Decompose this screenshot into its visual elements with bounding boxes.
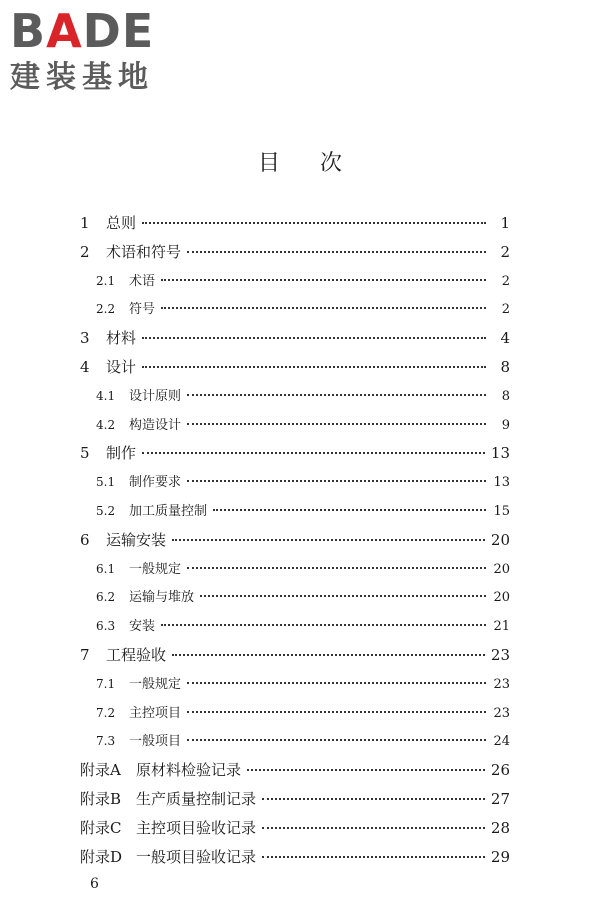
toc-entry-label: 设计原则 (129, 388, 182, 404)
toc-entry[interactable] (80, 615, 510, 644)
toc-dot-leader (161, 279, 486, 281)
toc-dot-leader (187, 251, 486, 253)
toc-entry-page: 26 (490, 761, 510, 780)
toc-entry-page: 20 (493, 590, 510, 606)
toc-dot-leader (172, 654, 485, 656)
toc-entry-page: 8 (500, 357, 510, 376)
toc-entry[interactable] (80, 241, 510, 270)
toc-entry-number: 附录B (80, 789, 122, 808)
toc-entry-number: 7.1 (96, 676, 116, 691)
toc-entry-page: 28 (490, 818, 510, 837)
toc-entry[interactable] (80, 817, 510, 846)
toc-dot-leader (187, 711, 486, 713)
toc-entry-number: 1 (80, 214, 90, 232)
toc-dot-leader (200, 595, 486, 597)
toc-entry[interactable] (80, 788, 510, 817)
toc-entry-page: 23 (493, 705, 510, 721)
toc-entry-label: 生产质量控制记录 (136, 789, 257, 808)
toc-entry[interactable] (80, 414, 510, 443)
toc-entry-number: 6.1 (96, 561, 116, 576)
toc-entry-page: 20 (490, 530, 510, 549)
toc-entry-page: 20 (493, 561, 510, 577)
toc-entry[interactable] (80, 846, 510, 875)
toc-entry-number: 3 (80, 329, 90, 348)
toc-entry-page: 4 (500, 329, 510, 348)
toc-entry-page: 23 (493, 676, 510, 692)
toc-entry-label: 术语和符号 (106, 242, 182, 261)
toc-entry[interactable] (80, 270, 510, 299)
toc-entry[interactable] (80, 730, 510, 759)
toc-entry-number: 2.1 (96, 273, 116, 288)
toc-entry-page: 13 (490, 444, 510, 463)
toc-dot-leader (142, 222, 486, 224)
toc-entry-label: 总则 (106, 214, 137, 232)
toc-entry-page: 29 (490, 847, 510, 866)
toc-dot-leader (187, 567, 486, 569)
toc-dot-leader (187, 394, 486, 396)
toc-dot-leader (262, 856, 485, 858)
toc-entry[interactable] (80, 442, 510, 471)
table-of-contents (80, 212, 510, 874)
logo-letters-de: DE (82, 4, 155, 58)
logo-wordmark (10, 6, 180, 56)
toc-entry-page: 24 (493, 734, 510, 750)
toc-entry-label: 一般规定 (129, 561, 182, 577)
toc-entry-label: 符号 (129, 302, 156, 318)
toc-entry-page: 9 (501, 417, 510, 433)
toc-entry-label: 主控项目验收记录 (136, 818, 257, 837)
page-title: 目次 (257, 151, 382, 176)
toc-entry-label: 一般项目 (129, 734, 182, 750)
toc-entry-label: 材料 (106, 329, 137, 348)
toc-entry-page: 13 (493, 475, 510, 491)
toc-entry-label: 制作 (106, 444, 137, 463)
toc-entry-label: 制作要求 (129, 475, 182, 491)
toc-entry-label: 原材料检验记录 (136, 761, 242, 780)
toc-dot-leader (142, 366, 486, 368)
toc-entry-number: 2 (80, 242, 90, 261)
toc-entry[interactable] (80, 644, 510, 673)
toc-entry-page: 8 (501, 388, 510, 404)
toc-dot-leader (187, 423, 486, 425)
toc-entry-page: 2 (501, 273, 510, 289)
toc-dot-leader (161, 624, 486, 626)
toc-entry-number: 7.3 (96, 734, 116, 749)
toc-entry-page: 15 (493, 503, 510, 519)
logo-letter-b: B (10, 4, 47, 58)
toc-entry-label: 主控项目 (129, 705, 182, 721)
toc-entry-number: 2.2 (96, 302, 116, 317)
toc-entry-label: 工程验收 (106, 645, 167, 664)
toc-entry-label: 一般规定 (129, 676, 182, 692)
toc-entry[interactable] (80, 500, 510, 529)
toc-dot-leader (142, 337, 486, 339)
logo-subtitle: 建装基地 (10, 60, 154, 95)
toc-entry-number: 附录D (80, 847, 123, 866)
toc-dot-leader (213, 509, 486, 511)
toc-entry[interactable] (80, 673, 510, 702)
toc-dot-leader (172, 539, 485, 541)
toc-entry-number: 附录C (80, 818, 122, 837)
toc-entry[interactable] (80, 385, 510, 414)
toc-entry-page: 2 (501, 302, 510, 318)
bade-logo (10, 6, 180, 96)
toc-entry[interactable] (80, 298, 510, 327)
toc-entry-number: 6.3 (96, 619, 116, 634)
toc-entry[interactable] (80, 702, 510, 731)
toc-entry[interactable] (80, 558, 510, 587)
logo-letter-a: A (46, 4, 83, 58)
toc-entry-number: 5 (80, 444, 90, 463)
toc-entry[interactable] (80, 586, 510, 615)
toc-entry-number: 6.2 (96, 590, 116, 605)
toc-entry-number: 5.2 (96, 503, 116, 518)
toc-dot-leader (161, 307, 486, 309)
toc-entry-number: 4.2 (96, 417, 116, 432)
toc-entry[interactable] (80, 356, 510, 385)
toc-entry-number: 4.1 (96, 388, 116, 403)
toc-entry-label: 运输与堆放 (129, 590, 195, 606)
page-number: 6 (90, 876, 99, 892)
toc-entry-page: 23 (490, 645, 510, 664)
toc-dot-leader (187, 480, 486, 482)
toc-entry-number: 6 (80, 530, 90, 549)
toc-dot-leader (247, 769, 485, 771)
toc-entry[interactable] (80, 327, 510, 356)
toc-entry-page: 1 (500, 214, 510, 232)
toc-entry-label: 运输安装 (106, 530, 167, 549)
toc-entry[interactable] (80, 212, 510, 241)
toc-entry-label: 构造设计 (129, 417, 182, 433)
toc-entry-label: 设计 (106, 357, 137, 376)
toc-entry-label: 加工质量控制 (129, 503, 208, 519)
toc-dot-leader (187, 682, 486, 684)
toc-entry-label: 术语 (129, 273, 156, 289)
toc-entry-number: 7 (80, 645, 90, 664)
toc-entry-number: 4 (80, 357, 90, 376)
toc-entry-label: 安装 (129, 619, 156, 635)
toc-dot-leader (187, 739, 486, 741)
toc-entry-number: 7.2 (96, 705, 116, 720)
toc-entry-number: 5.1 (96, 475, 116, 490)
toc-entry-label: 一般项目验收记录 (136, 847, 257, 866)
toc-entry-number: 附录A (80, 761, 121, 780)
toc-dot-leader (262, 798, 485, 800)
toc-entry[interactable] (80, 471, 510, 500)
toc-dot-leader (142, 452, 485, 454)
toc-entry-page: 2 (500, 242, 510, 261)
toc-dot-leader (262, 827, 485, 829)
toc-entry[interactable] (80, 759, 510, 788)
toc-entry-page: 21 (493, 619, 510, 635)
toc-entry[interactable] (80, 529, 510, 558)
toc-entry-page: 27 (490, 789, 510, 808)
